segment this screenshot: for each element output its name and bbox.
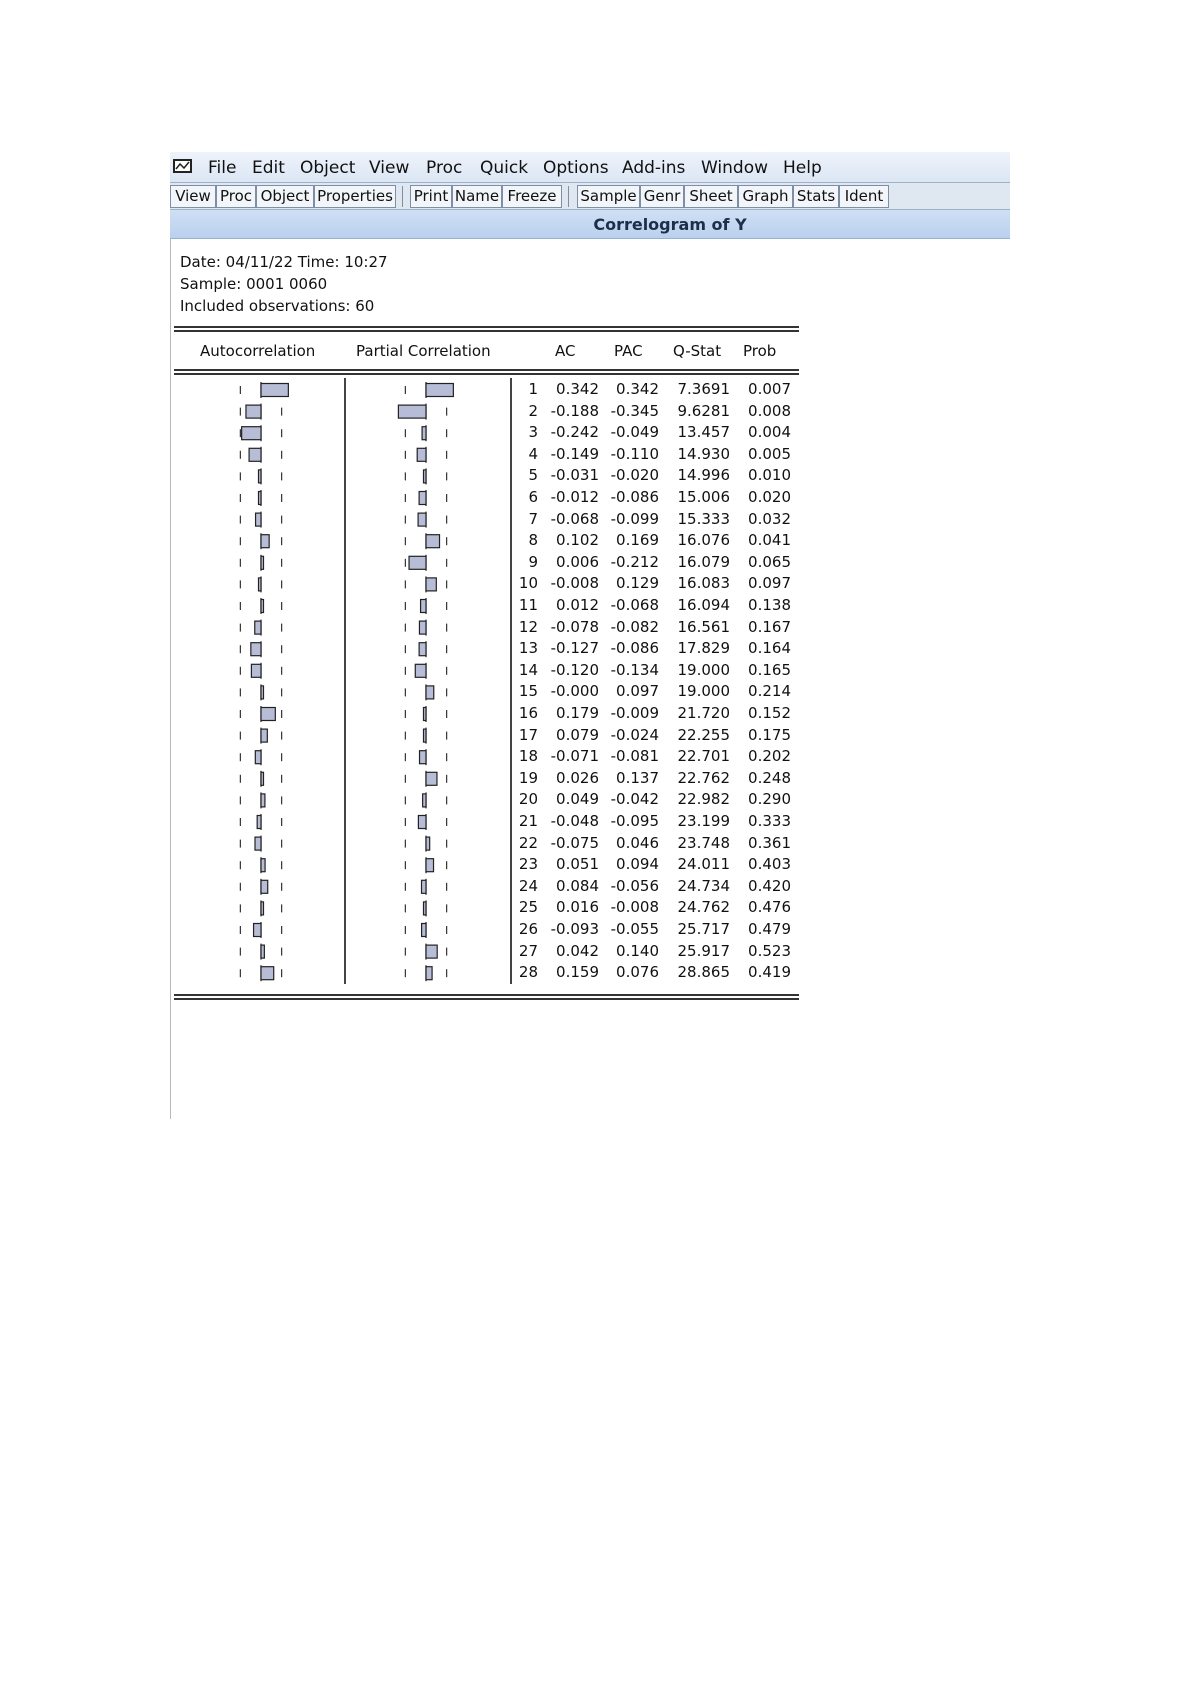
menu-quick[interactable]: Quick: [480, 158, 529, 178]
ac-bar: [261, 384, 288, 397]
cell-ac: 0.016: [556, 898, 599, 917]
cell-q: 25.717: [677, 920, 730, 938]
cell-prob: 0.007: [748, 380, 791, 398]
ac-bar: [261, 902, 264, 915]
ac-bar: [255, 751, 261, 764]
cell-q: 23.199: [677, 812, 730, 830]
pac-bar: [426, 772, 437, 785]
cell-ac: -0.127: [550, 639, 599, 658]
toolbar-ident-button[interactable]: Ident: [839, 185, 889, 208]
cell-pac: 0.097: [616, 682, 659, 701]
cell-pac: -0.081: [610, 747, 659, 766]
menu-proc[interactable]: Proc: [426, 158, 463, 178]
cell-q: 23.748: [677, 833, 730, 852]
cell-q: 28.865: [677, 963, 730, 982]
ac-bar: [259, 470, 262, 483]
cell-pac: -0.042: [610, 790, 659, 809]
cell-prob: 0.004: [748, 423, 791, 442]
pac-bar: [426, 578, 436, 591]
pac-bar: [419, 621, 426, 634]
cell-pac: -0.134: [610, 660, 659, 679]
cell-prob: 0.290: [748, 790, 791, 809]
cell-q: 9.6281: [677, 401, 730, 420]
toolbar-proc-button[interactable]: Proc: [216, 185, 256, 208]
cell-ac: 0.079: [556, 725, 599, 744]
cell-q: 22.762: [677, 768, 730, 787]
ac-bar: [261, 729, 267, 742]
cell-pac: -0.099: [610, 509, 659, 528]
pac-bar: [419, 492, 426, 505]
pac-bar: [422, 427, 426, 440]
pac-bar: [426, 686, 434, 699]
cell-prob: 0.333: [748, 812, 791, 830]
cell-pac: -0.086: [610, 639, 659, 658]
cell-lag: 27: [518, 941, 538, 960]
cell-prob: 0.419: [748, 963, 791, 982]
toolbar-print-button[interactable]: Print: [410, 185, 452, 208]
pac-bar: [422, 880, 426, 893]
cell-q: 16.079: [677, 552, 730, 571]
cell-ac: -0.120: [550, 660, 599, 679]
cell-ac: -0.031: [550, 466, 599, 485]
cell-pac: -0.008: [610, 898, 659, 917]
cell-prob: 0.214: [748, 682, 791, 701]
cell-ac: -0.242: [550, 423, 599, 442]
toolbar-genr-button[interactable]: Genr: [640, 185, 684, 208]
ac-bar: [254, 924, 261, 937]
ac-bar: [261, 967, 274, 980]
toolbar-stats-button[interactable]: Stats: [793, 185, 839, 208]
cell-prob: 0.479: [748, 920, 791, 938]
cell-ac: -0.012: [550, 488, 599, 506]
cell-lag: 14: [518, 660, 538, 679]
cell-pac: 0.094: [616, 855, 659, 874]
cell-pac: -0.055: [610, 920, 659, 938]
cell-prob: 0.020: [748, 488, 791, 506]
ac-bar: [249, 448, 261, 461]
cell-lag: 8: [528, 531, 538, 550]
cell-prob: 0.010: [748, 466, 791, 485]
toolbar-object-button[interactable]: Object: [256, 185, 314, 208]
pac-bar: [421, 600, 426, 613]
cell-ac: -0.068: [550, 509, 599, 528]
pac-bar: [417, 448, 426, 461]
pac-bar: [426, 967, 432, 980]
cell-q: 16.094: [677, 596, 730, 614]
ac-bar: [261, 556, 264, 569]
cell-ac: 0.179: [556, 704, 599, 722]
ac-bar: [261, 859, 265, 872]
menu-window[interactable]: Window: [701, 158, 769, 178]
cell-prob: 0.008: [748, 401, 791, 420]
cell-pac: -0.212: [610, 552, 659, 571]
cell-prob: 0.476: [748, 898, 791, 917]
cell-q: 15.006: [677, 488, 730, 506]
cell-pac: -0.086: [610, 488, 659, 506]
cell-q: 14.996: [677, 466, 730, 485]
cell-ac: -0.093: [550, 920, 599, 938]
window-title: Correlogram of Y: [593, 215, 747, 234]
ac-bar: [242, 427, 261, 440]
cell-q: 16.076: [677, 531, 730, 550]
cell-ac: 0.084: [556, 876, 599, 895]
cell-lag: 20: [518, 790, 538, 809]
pac-bar: [426, 859, 434, 872]
cell-prob: 0.248: [748, 768, 791, 787]
cell-lag: 21: [518, 812, 538, 830]
ac-bar: [261, 686, 264, 699]
cell-ac: 0.159: [556, 963, 599, 982]
pac-bar: [424, 708, 427, 721]
cell-prob: 0.403: [748, 855, 791, 874]
cell-prob: 0.097: [748, 574, 791, 593]
cell-lag: 6: [528, 488, 538, 506]
cell-q: 16.083: [677, 574, 730, 593]
cell-ac: 0.102: [556, 531, 599, 550]
cell-q: 19.000: [677, 660, 730, 679]
cell-pac: -0.082: [610, 617, 659, 636]
cell-q: 24.762: [677, 898, 730, 917]
cell-ac: -0.000: [550, 682, 599, 701]
sample-line: Sample: 0001 0060: [180, 275, 328, 293]
cell-pac: -0.049: [610, 423, 659, 442]
cell-prob: 0.202: [748, 747, 791, 766]
ac-bar: [261, 708, 275, 721]
menu-addins[interactable]: Add-ins: [622, 158, 686, 178]
cell-ac: 0.012: [556, 596, 599, 614]
pac-bar: [426, 535, 440, 548]
cell-lag: 3: [528, 423, 538, 442]
ac-bar: [259, 578, 262, 591]
cell-prob: 0.005: [748, 444, 791, 463]
ac-bar: [255, 837, 261, 850]
cell-ac: -0.075: [550, 833, 599, 852]
cell-q: 22.982: [677, 790, 730, 809]
cell-pac: -0.009: [610, 704, 659, 722]
cell-prob: 0.032: [748, 509, 791, 528]
toolbar-freeze-button[interactable]: Freeze: [502, 185, 562, 208]
ac-bar: [257, 816, 261, 829]
pac-bar: [398, 405, 426, 418]
menu-help[interactable]: Help: [783, 158, 822, 178]
date-time-line: Date: 04/11/22 Time: 10:27: [180, 253, 388, 271]
menu-edit[interactable]: Edit: [252, 158, 285, 178]
cell-lag: 23: [518, 855, 538, 874]
toolbar-graph-button[interactable]: Graph: [738, 185, 793, 208]
pac-bar: [422, 924, 426, 937]
cell-prob: 0.138: [748, 596, 791, 614]
header-autocorrelation: Autocorrelation: [200, 342, 316, 360]
cell-lag: 19: [518, 768, 538, 787]
pac-bar: [409, 556, 426, 569]
cell-q: 22.701: [677, 747, 730, 766]
cell-q: 22.255: [677, 725, 730, 744]
pac-bar: [423, 794, 426, 807]
cell-q: 21.720: [677, 704, 730, 722]
cell-lag: 5: [528, 466, 538, 485]
cell-lag: 13: [518, 639, 538, 658]
cell-pac: -0.068: [610, 596, 659, 614]
cell-ac: -0.071: [550, 747, 599, 766]
cell-q: 25.917: [677, 941, 730, 960]
cell-lag: 17: [518, 725, 538, 744]
cell-lag: 1: [528, 380, 538, 398]
cell-pac: -0.095: [610, 812, 659, 830]
cell-ac: -0.188: [550, 401, 599, 420]
cell-ac: 0.051: [556, 855, 599, 874]
cell-prob: 0.152: [748, 704, 791, 722]
cell-pac: 0.129: [616, 574, 659, 593]
cell-lag: 15: [518, 682, 538, 701]
cell-ac: 0.006: [556, 552, 599, 571]
cell-q: 24.734: [677, 876, 730, 895]
ac-bar: [246, 405, 261, 418]
ac-bar: [261, 794, 265, 807]
pac-bar: [424, 729, 427, 742]
cell-prob: 0.065: [748, 552, 791, 571]
cell-lag: 10: [518, 574, 538, 593]
ac-bar: [255, 621, 261, 634]
cell-lag: 11: [518, 596, 538, 614]
toolbar-sample-button[interactable]: Sample: [577, 185, 640, 208]
pac-bar: [420, 751, 426, 764]
header-prob: Prob: [743, 342, 777, 360]
cell-q: 24.011: [677, 855, 730, 874]
ac-bar: [261, 945, 264, 958]
ac-bar: [251, 664, 261, 677]
cell-lag: 22: [518, 833, 538, 852]
cell-q: 15.333: [677, 509, 730, 528]
pac-bar: [418, 513, 426, 526]
cell-ac: -0.048: [550, 812, 599, 830]
cell-pac: -0.110: [610, 444, 659, 463]
toolbar-sheet-button[interactable]: Sheet: [684, 185, 738, 208]
cell-prob: 0.164: [748, 639, 791, 658]
menu-view[interactable]: View: [369, 158, 410, 178]
cell-lag: 16: [518, 704, 538, 722]
pac-bar: [426, 384, 453, 397]
ac-bar: [261, 535, 269, 548]
cell-pac: 0.342: [616, 380, 659, 398]
cell-q: 19.000: [677, 682, 730, 701]
cell-prob: 0.165: [748, 660, 791, 679]
cell-lag: 28: [518, 963, 538, 982]
cell-pac: 0.076: [616, 963, 659, 982]
cell-q: 14.930: [677, 444, 730, 463]
cell-pac: -0.020: [610, 466, 659, 485]
cell-q: 7.3691: [677, 380, 730, 398]
pac-bar: [424, 902, 427, 915]
header-partial-correlation: Partial Correlation: [356, 342, 491, 360]
menu-file[interactable]: File: [208, 158, 237, 178]
cell-lag: 7: [528, 509, 538, 528]
pac-bar: [418, 816, 426, 829]
toolbar-properties-button[interactable]: Properties: [314, 185, 396, 208]
cell-pac: -0.024: [610, 725, 659, 744]
cell-prob: 0.175: [748, 725, 791, 744]
ac-bar: [251, 643, 261, 656]
ac-bar: [259, 492, 262, 505]
cell-pac: 0.169: [616, 531, 659, 550]
pac-bar: [415, 664, 426, 677]
cell-ac: 0.342: [556, 380, 599, 398]
cell-lag: 4: [528, 444, 538, 463]
toolbar-name-button[interactable]: Name: [452, 185, 502, 208]
cell-ac: 0.026: [556, 768, 599, 787]
header-qstat: Q-Stat: [673, 342, 722, 360]
cell-lag: 24: [518, 876, 538, 895]
cell-ac: 0.042: [556, 941, 599, 960]
ac-bar: [261, 772, 264, 785]
header-pac: PAC: [614, 342, 643, 360]
menu-object[interactable]: Object: [300, 158, 356, 178]
ac-bar: [256, 513, 261, 526]
toolbar-view-button[interactable]: View: [170, 185, 216, 208]
cell-pac: -0.056: [610, 876, 659, 895]
cell-ac: -0.008: [550, 574, 599, 593]
cell-lag: 12: [518, 617, 538, 636]
cell-ac: -0.149: [550, 444, 599, 463]
cell-pac: 0.046: [616, 833, 659, 852]
pac-bar: [424, 470, 427, 483]
pac-bar: [419, 643, 426, 656]
cell-ac: -0.078: [550, 617, 599, 636]
cell-lag: 25: [518, 898, 538, 917]
cell-lag: 9: [528, 552, 538, 571]
pac-bar: [426, 945, 437, 958]
cell-lag: 26: [518, 920, 538, 938]
ac-bar: [261, 600, 264, 613]
cell-q: 17.829: [677, 639, 730, 658]
cell-lag: 2: [528, 401, 538, 420]
pac-bar: [426, 837, 430, 850]
header-ac: AC: [555, 342, 576, 360]
cell-prob: 0.420: [748, 876, 791, 895]
menu-options[interactable]: Options: [543, 158, 609, 178]
cell-q: 13.457: [677, 423, 730, 442]
cell-lag: 18: [518, 747, 538, 766]
cell-prob: 0.041: [748, 531, 791, 550]
cell-prob: 0.167: [748, 617, 791, 636]
cell-pac: -0.345: [610, 401, 659, 420]
cell-pac: 0.140: [616, 941, 659, 960]
cell-prob: 0.361: [748, 833, 791, 852]
ac-bar: [261, 880, 268, 893]
observations-line: Included observations: 60: [180, 297, 375, 315]
cell-ac: 0.049: [556, 790, 599, 809]
cell-prob: 0.523: [748, 941, 791, 960]
cell-pac: 0.137: [616, 768, 659, 787]
cell-q: 16.561: [677, 617, 730, 636]
